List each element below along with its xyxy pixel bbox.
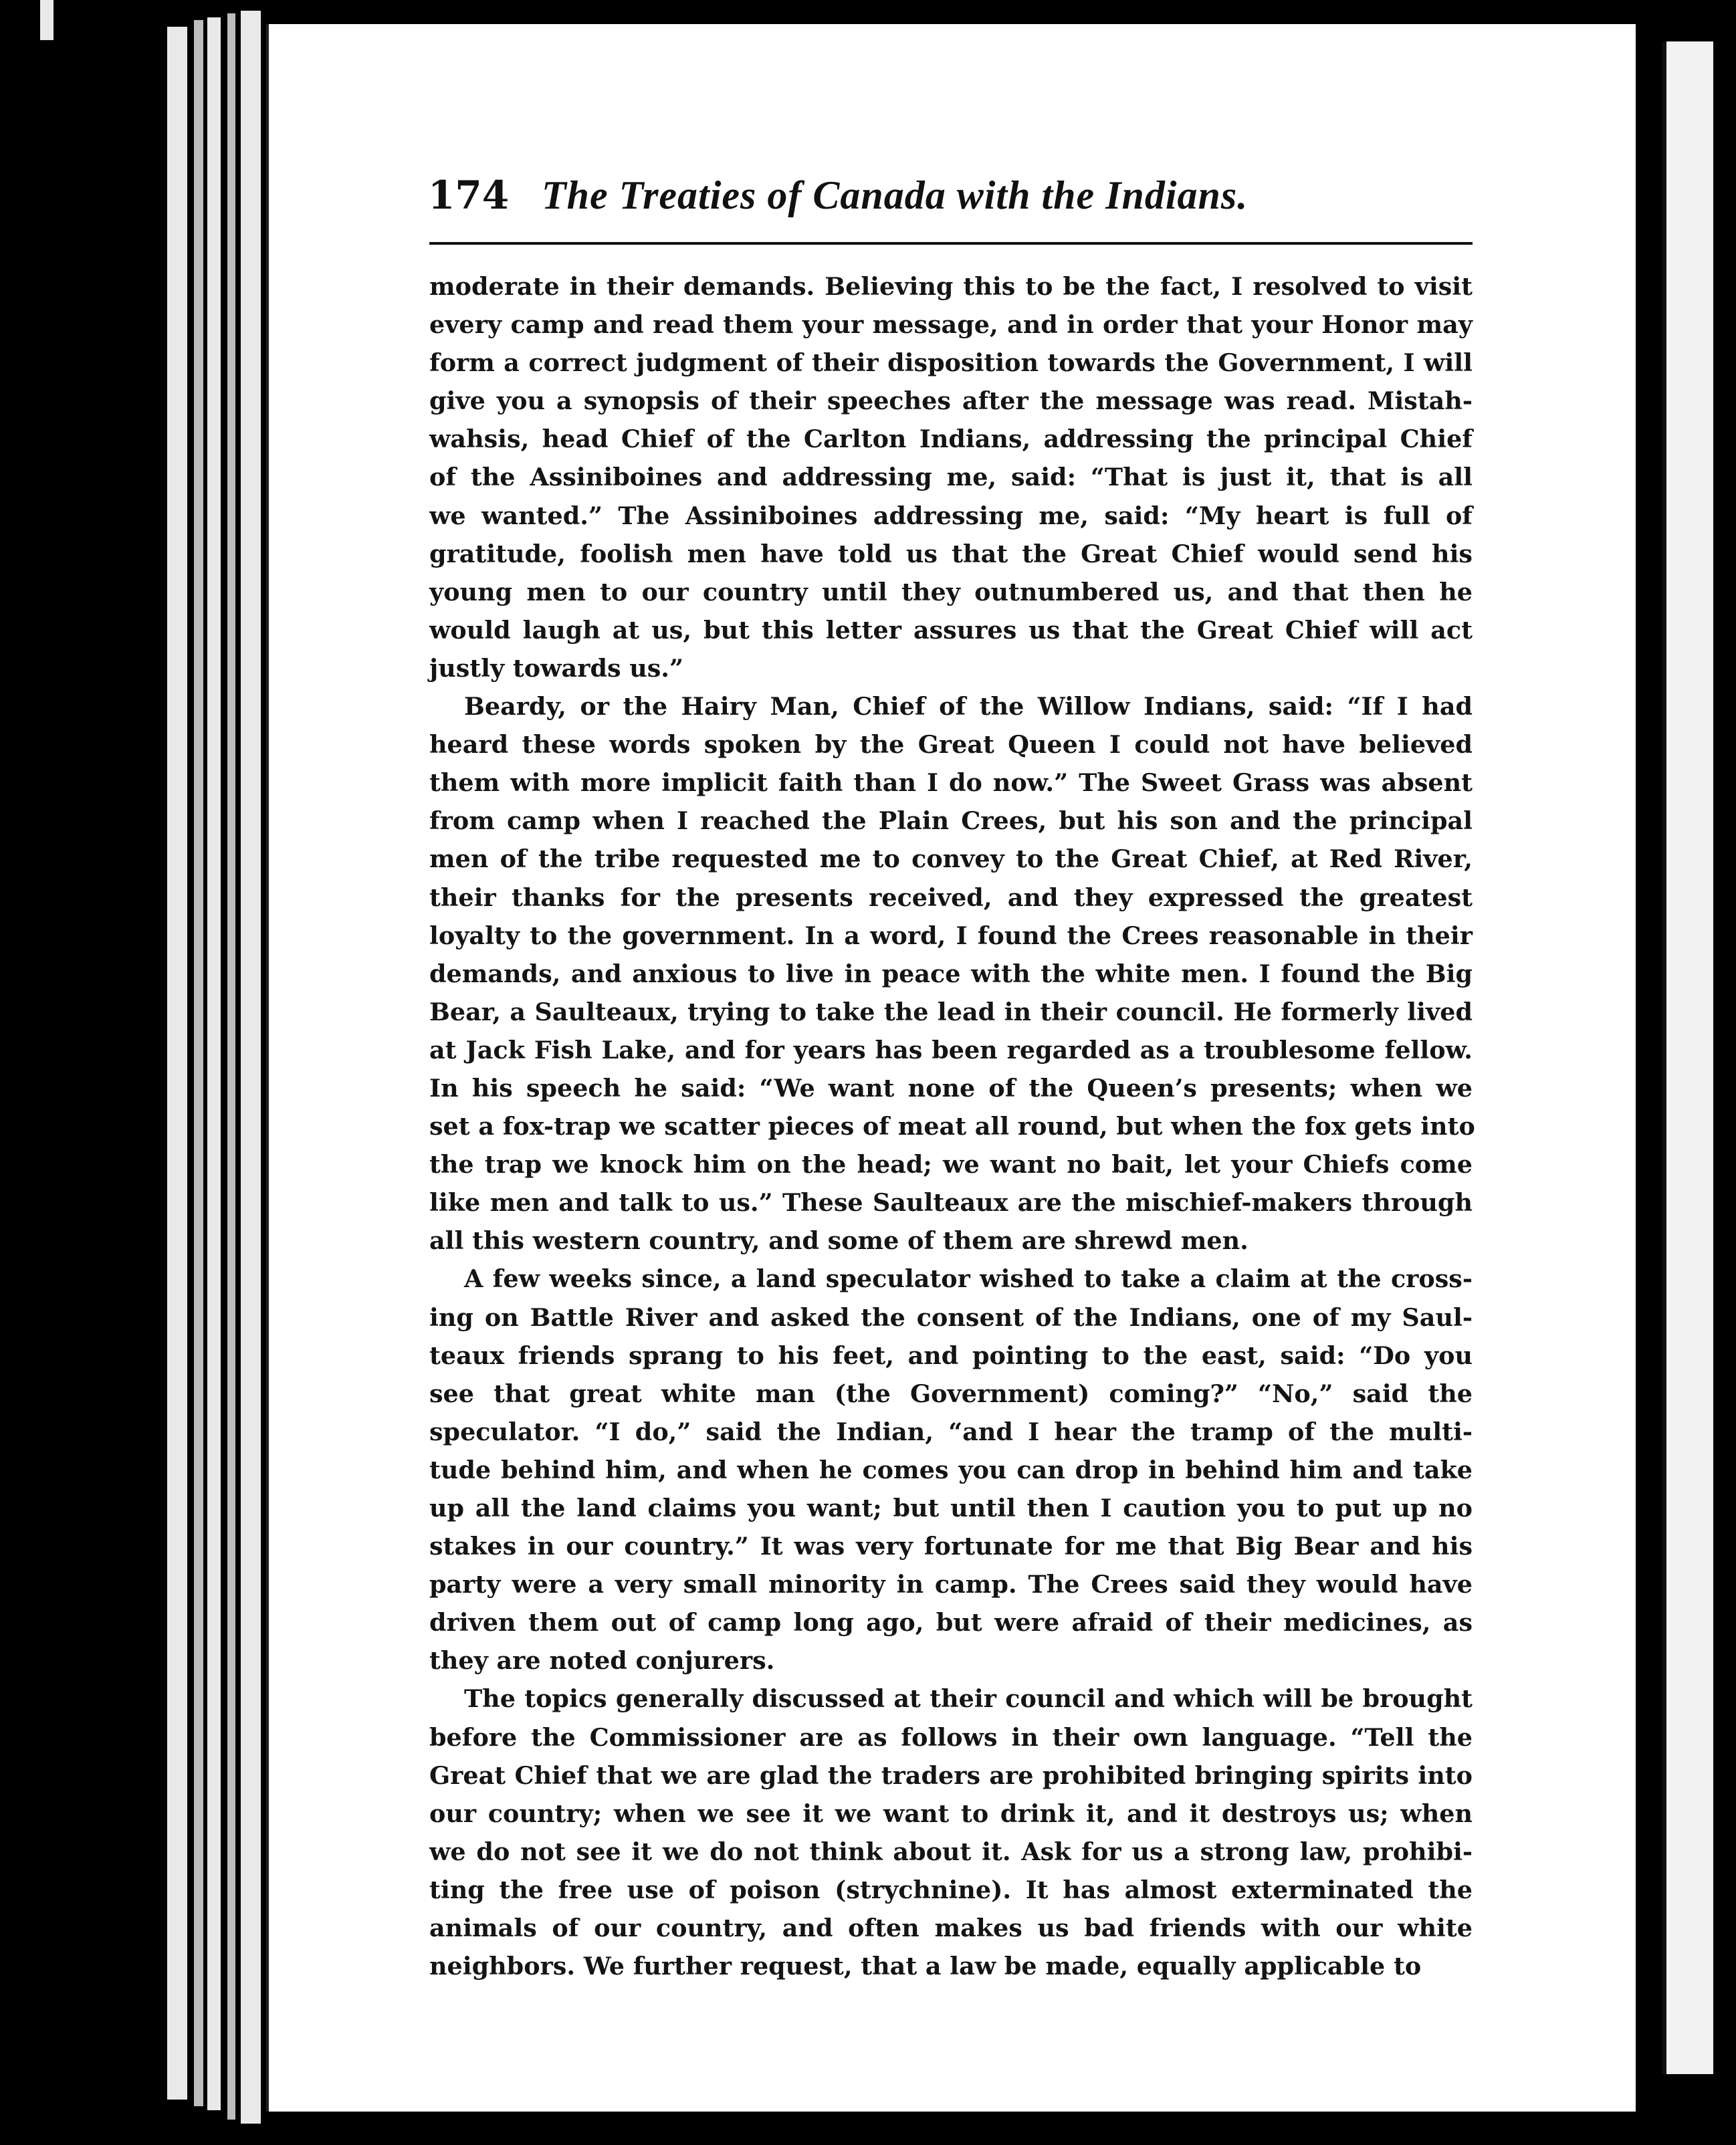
text-line: set a fox-trap we scatter pieces of meat all round, but when the fox gets into	[429, 1112, 1475, 1141]
text-line: stakes in our country.” It was very fortunate for me that Big Bear and his	[429, 1532, 1473, 1561]
text-line: the trap we knock him on the head; we want no bait, let your Chiefs come	[429, 1150, 1473, 1179]
text-line: their thanks for the presents received, and they expressed the greatest	[429, 883, 1473, 912]
text-line: see that great white man (the Government) coming?” “No,” said the	[429, 1379, 1473, 1408]
text-line: them with more implicit faith than I do now.” The Sweet Grass was absent	[429, 768, 1473, 798]
paragraph	[429, 267, 1473, 687]
header-rule	[429, 242, 1473, 245]
text-line: would laugh at us, but this letter assures us that the Great Chief will act	[429, 615, 1473, 645]
text-line: young men to our country until they outnumbered us, and that then he	[429, 577, 1473, 606]
text-line: they are noted conjurers.	[429, 1646, 775, 1676]
body-text	[429, 267, 1473, 1985]
running-title: The Treaties of Canada with the Indians.	[542, 173, 1249, 217]
paragraph	[429, 1680, 1473, 1985]
text-line: A few weeks since, a land speculator wished to take a claim at the cross-	[464, 1264, 1473, 1294]
text-line: justly towards us.”	[429, 653, 684, 683]
text-line: ting the free use of poison (strychnine). It has almost exterminated the	[429, 1875, 1473, 1904]
text-line: every camp and read them your message, and in order that your Honor may	[429, 310, 1473, 340]
text-line: of the Assiniboines and addressing me, said: “That is just it, that is all	[429, 463, 1473, 492]
running-head	[428, 173, 1391, 226]
text-line: Great Chief that we are glad the traders are prohibited bringing spirits into	[429, 1761, 1473, 1790]
text-line: The topics generally discussed at their council and which will be brought	[464, 1684, 1473, 1714]
text-line: speculator. “I do,” said the Indian, “and I hear the tramp of the multi-	[429, 1417, 1473, 1446]
paragraph	[429, 1260, 1473, 1680]
text-line: form a correct judgment of their disposition towards the Government, I will	[429, 348, 1473, 378]
text-line: heard these words spoken by the Great Queen I could not have believed	[429, 730, 1473, 760]
page-number: 174	[428, 173, 510, 218]
text-line: Bear, a Saulteaux, trying to take the lead in their council. He formerly lived	[429, 997, 1473, 1026]
text-line: Beardy, or the Hairy Man, Chief of the Willow Indians, said: “If I had	[464, 692, 1473, 721]
text-line: neighbors. We further request, that a law be made, equally applicable to	[429, 1952, 1422, 1981]
text-line: moderate in their demands. Believing this to be the fact, I resolved to visit	[429, 272, 1473, 301]
text-line: like men and talk to us.” These Saulteaux are the mischief-makers through	[429, 1188, 1473, 1218]
text-line: at Jack Fish Lake, and for years has been regarded as a troublesome fellow.	[429, 1035, 1473, 1064]
text-line: animals of our country, and often makes us bad friends with our white	[429, 1914, 1473, 1943]
text-line: party were a very small minority in camp. The Crees said they would have	[429, 1570, 1473, 1599]
text-line: before the Commissioner are as follows in their own language. “Tell the	[429, 1722, 1473, 1752]
text-line: ing on Battle River and asked the consent of the Indians, one of my Saul-	[429, 1303, 1473, 1332]
book-page-edges	[0, 0, 281, 2145]
facing-page-edge	[1662, 41, 1713, 2074]
text-line: we do not see it we do not think about it. Ask for us a strong law, prohibi-	[429, 1837, 1473, 1866]
paragraph	[429, 687, 1473, 1260]
text-line: up all the land claims you want; but until then I caution you to put up no	[429, 1494, 1473, 1522]
text-line: In his speech he said: “We want none of the Queen’s presents; when we	[429, 1073, 1473, 1103]
text-line: from camp when I reached the Plain Crees, but his son and the principal	[429, 806, 1473, 836]
text-line: tude behind him, and when he comes you can drop in behind him and take	[429, 1455, 1473, 1484]
text-line: all this western country, and some of them are shrewd men.	[429, 1226, 1249, 1256]
text-line: driven them out of camp long ago, but were afraid of their medicines, as	[429, 1608, 1473, 1638]
text-line: loyalty to the government. In a word, I found the Crees reasonable in their	[429, 921, 1473, 950]
text-line: our country; when we see it we want to drink it, and it destroys us; when	[429, 1799, 1473, 1828]
text-line: demands, and anxious to live in peace with the white men. I found the Big	[429, 959, 1473, 988]
text-line: give you a synopsis of their speeches after the message was read. Mistah-	[429, 386, 1473, 416]
text-line: we wanted.” The Assiniboines addressing me, said: “My heart is full of	[429, 501, 1473, 530]
text-line: men of the tribe requested me to convey to the Great Chief, at Red River,	[429, 844, 1473, 874]
text-line: gratitude, foolish men have told us that the Great Chief would send his	[429, 539, 1473, 568]
text-line: teaux friends sprang to his feet, and pointing to the east, said: “Do you	[429, 1341, 1473, 1370]
text-line: wahsis, head Chief of the Carlton Indians, addressing the principal Chief	[429, 425, 1473, 454]
